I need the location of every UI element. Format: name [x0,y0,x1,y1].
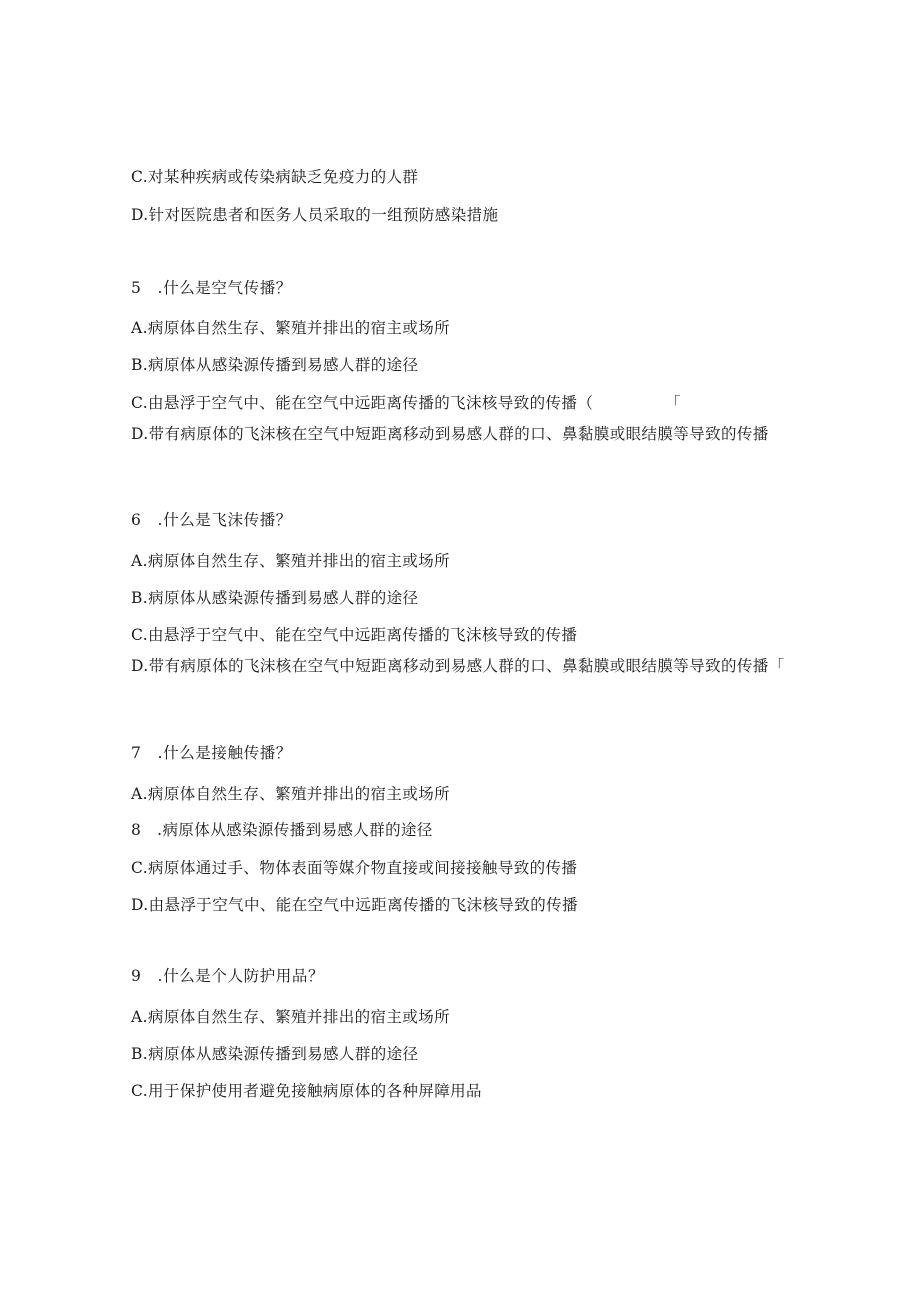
question-6: 6 .什么是飞沫传播？ [131,511,292,529]
q9-option-a: A.病原体自然生存、繁殖并排出的宿主或场所 [131,1008,451,1026]
question-7: 7 .什么是接触传播？ [131,744,292,762]
question-5: 5 .什么是空气传播？ [131,279,292,297]
q5-option-d: D.带有病原体的飞沫核在空气中短距离移动到易感人群的口、鼻黏膜或眼结膜等导致的传播 [131,425,769,443]
question-9: 9 .什么是个人防护用品？ [131,967,325,985]
q6-option-d: D.带有病原体的飞沫核在空气中短距离移动到易感人群的口、鼻黏膜或眼结膜等导致的传播「 [131,657,785,675]
option-d: D.针对医院患者和医务人员采取的一组预防感染措施 [131,206,499,224]
q5-option-a: A.病原体自然生存、繁殖并排出的宿主或场所 [131,319,451,337]
q7-option-c: C.病原体通过手、物体表面等媒介物直接或间接接触导致的传播 [131,859,578,877]
q6-option-a: A.病原体自然生存、繁殖并排出的宿主或场所 [131,552,451,570]
option-c: C.对某种疾病或传染病缺乏免疫力的人群 [131,168,419,186]
q6-option-c: C.由悬浮于空气中、能在空气中远距离传播的飞沫核导致的传播 [131,626,578,644]
q9-option-c: C.用于保护使用者避免接触病原体的各种屏障用品 [131,1082,482,1100]
q7-option-a: A.病原体自然生存、繁殖并排出的宿主或场所 [131,785,451,803]
q5-option-c: C.由悬浮于空气中、能在空气中远距离传播的飞沫核导致的传播（ 「 [131,394,681,412]
q7-option-b: 8 .病原体从感染源传播到易感人群的途径 [131,821,433,839]
q7-option-d: D.由悬浮于空气中、能在空气中远距离传播的飞沫核导致的传播 [131,896,578,914]
q9-option-b: B.病原体从感染源传播到易感人群的途径 [131,1045,419,1063]
q5-option-b: B.病原体从感染源传播到易感人群的途径 [131,356,419,374]
q6-option-b: B.病原体从感染源传播到易感人群的途径 [131,589,419,607]
